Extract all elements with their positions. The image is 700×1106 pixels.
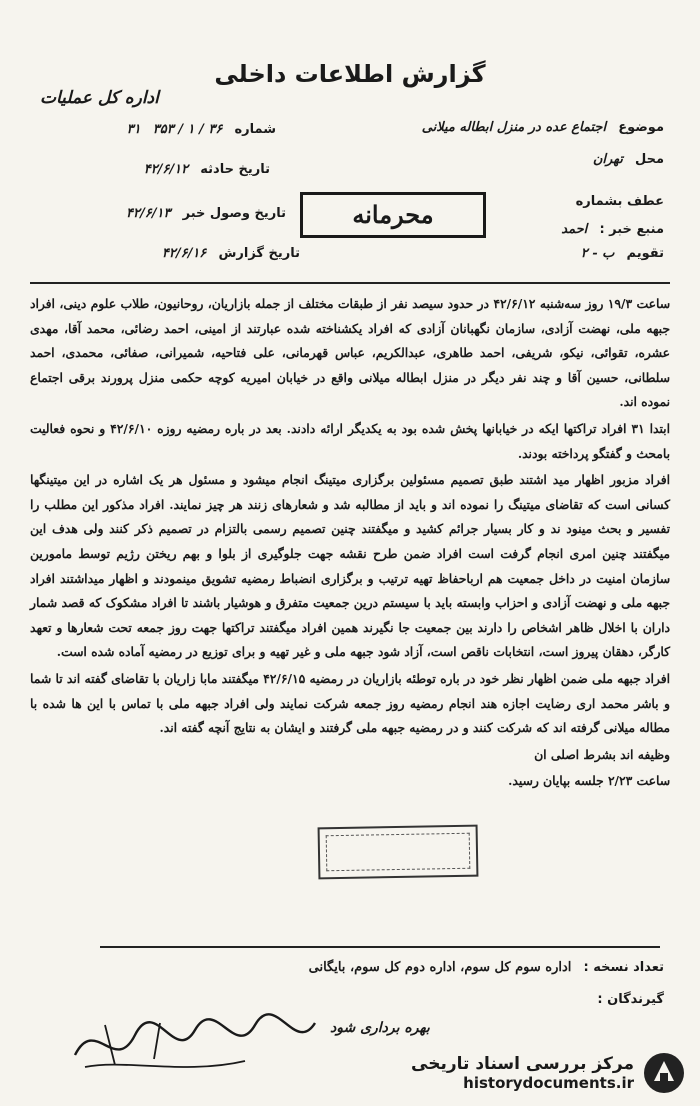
document-logo-icon [642,1051,686,1095]
footer-divider [100,946,660,948]
department-stamp: اداره کل عملیات [40,88,159,108]
copies-value: اداره سوم کل سوم، اداره دوم کل سوم، بایگانی [308,960,572,975]
subject-field [422,120,664,135]
evaluation-field [581,246,664,261]
reference-label: عطف بشماره [575,194,664,209]
source-label: منبع خبر : [599,222,664,237]
subject-value: اجتماع عده در منزل ابطاله میلانی [421,120,607,135]
watermark-name: مرکز بررسی اسناد تاریخی [411,1054,634,1074]
incident-date-value: ۴۲/۶/۱۲ [143,162,189,177]
annotation-text: بهره برداری شود [330,1020,430,1036]
source-value: احمد [561,222,588,237]
number-label: شماره [234,122,276,137]
watermark-url: historydocuments.ir [463,1074,634,1092]
faded-stamp [318,825,479,880]
report-date-label: تاریخ گزارش [218,246,300,261]
document-title: گزارش اطلاعات داخلی [214,60,486,88]
evaluation-value: ب - ۲ [580,246,615,261]
handwritten-signature [65,1005,325,1085]
copies-field [309,960,664,975]
receipt-date-value: ۴۲/۶/۱۳ [126,206,171,221]
evaluation-label: تقویم [626,246,664,261]
body-paragraph: افراد مزبور اظهار مید اشتند طبق تصمیم مسئولین برگزاری میتینگ انجام میشود و مسئول هر یک اشاره در این میتینگها کسانی است که تقاضای میتینگ را نموده اند و باید از مطالبه شد و شعارهای زنند هر چیز نمایند. افراد مذکور این مطلب را تفسیر و بحث مینود ند و کار بسیار جرائم کشید و میگفتند چنین تصمیم رسمی بالتزام در تصمیم ذکر کنند ولی هدف این میگفتند چنین امری انجام گرفت است افراد ضمن طرح نقشه جهت جلوگیری از بلوا و بهم ریختن رژیم توسط مامورین سازمان امنیت در داخل جمعیت هم ارباحفاظ تهیه ترتیب و برگزاری انضباط رمضیه تشویق مینمودند و اظهار میداشتند افراد جبهه ملی و نهضت آزادی و احزاب وابسته باید با سیستم درین جمعیت متفرق و هوشیار باشند تا افراد مشکوک که قصد شمار داران با اخلال ظاهر اشخاص را دارند بین جمعیت جا نگیرند همین افراد میگفتند تراکتها جهت روز جمعه تحت شعارها و تعهد کارگر، دهقان پیروز است، انتخابات ناقص است، آزاد شود جبهه ملی و غیر تهیه و برای توزیع در رمضیه آماده شده است. [30,472,670,660]
recipients-field [597,992,664,1007]
recipients-label: گیرندگان : [597,992,664,1007]
place-field [593,152,664,167]
receipt-date-label: تاریخ وصول خبر [182,206,286,221]
header-divider [30,282,670,284]
subject-label: موضوع [618,120,664,135]
source-field [561,222,664,237]
number-value: ۳۶ / ۱ / ۳۵۳ [152,122,223,137]
number-field [36,122,276,137]
place-value: تهران [592,152,623,167]
incident-date-field [70,162,270,177]
copies-label: تعداد نسخه : [583,960,664,975]
report-date-value: ۴۲/۶/۱۶ [161,246,207,261]
watermark [411,1048,686,1098]
place-label: محل [634,152,664,167]
body-paragraph: ابتدا ۳۱ افراد تراکتها ایکه در خیابانها پخش شده بود به یکدیگر ارائه دادند. بعد در باره رمضیه روزه ۴۲/۶/۱۰ و نحوه فعالیت بامحث و گفتگو پرداخته بودند. [30,420,670,461]
number-extra: ۳۱ [126,122,141,137]
body-paragraph: ساعت ۱۹/۳ روز سه‌شنبه ۴۲/۶/۱۲ در حدود سیصد نفر از طبقات مختلف از جمله بازاریان، روحانیون، طلاب علوم دینی، افراد جبهه ملی، نهضت آزادی، سازمان نگهبانان آزادی که افراد یکشناخته شده عبارتند از امینی، احمد رضائی، محمد آقا، مهدی عشره، تقوائی، نیکو، شریفی، احمد طاهری، عبدالکریم، عباس قهرمانی، علی فتاحیه، شمیرانی، صفائی، محمدی، احمد سلطانی، حسین آقا و چند نفر دیگر در منزل ابطاله میلانی واقع در خیابان امیریه کوچه حکمی منزل پرورند برقی اجتماع نموده اند. [30,296,670,410]
report-body [30,292,670,796]
body-paragraph: وظیفه اند بشرط اصلی ان [534,746,670,762]
receipt-date-field [56,206,286,221]
incident-date-label: تاریخ حادثه [200,162,270,177]
report-date-field [80,246,300,261]
body-paragraph: ساعت ۲/۲۳ جلسه بپایان رسید. [508,773,670,789]
body-paragraph: افراد جبهه ملی ضمن اظهار نظر خود در باره توطئه بازاریان در رمضیه ۴۲/۶/۱۵ میگفتند مابا زاریان با تقاضای گفته اند تا شما و باشر محمد اری رضایت اجازه هند انجام رمضیه روز جمعه شرکت نمایند ولی افراد جبهه ملی با تماس با این ها شده با مطاله میلانی گرفته اند که شرکت کنند و در رمضیه جبهه ملی گرفتند و ایشان به نتایج آنچه گفته اند. [30,670,670,736]
reference-field [576,194,664,209]
confidential-stamp: محرمانه [300,192,486,238]
